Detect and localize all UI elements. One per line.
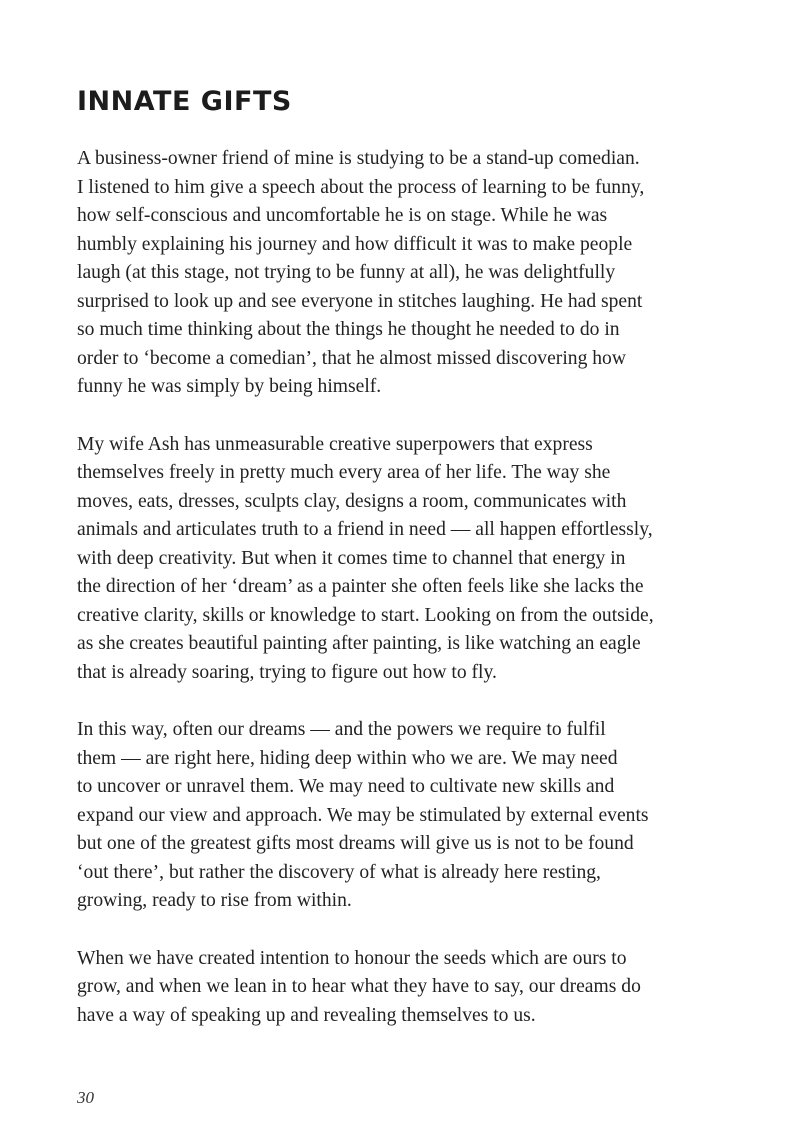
text-line: how self-conscious and uncomfortable he is on stage. While he was — [77, 205, 608, 226]
text-line: that is already soaring, trying to figure out how to fly. — [77, 661, 497, 683]
text-line: them — are right here, hiding deep within who we are. We may need — [77, 747, 618, 769]
section-heading: INNATE GIFTS — [77, 86, 292, 117]
text-line: so much time thinking about the things he thought he needed to do in — [77, 319, 620, 340]
text-line: order to ‘become a comedian’, that he almost missed discovering how — [77, 347, 627, 369]
text-line: A business-owner friend of mine is studying to be a stand-up comedian. — [77, 148, 640, 169]
paragraph-1 — [77, 145, 737, 402]
text-line: have a way of speaking up and revealing themselves to us. — [77, 1004, 536, 1026]
text-line: growing, ready to rise from within. — [77, 890, 352, 911]
text-line: laugh (at this stage, not trying to be funny at all), he was delightfully — [77, 262, 616, 283]
text-line: surprised to look up and see everyone in stitches laughing. He had spent — [77, 290, 643, 312]
text-line: I listened to him give a speech about the process of learning to be funny, — [77, 176, 645, 198]
paragraph-2 — [77, 431, 737, 688]
text-line: creative clarity, skills or knowledge to start. Looking on from the outside, — [77, 604, 654, 626]
paragraph-4 — [77, 945, 737, 1031]
text-line: humbly explaining his journey and how difficult it was to make people — [77, 233, 633, 255]
paragraph-3 — [77, 716, 737, 916]
text-line: funny he was simply by being himself. — [77, 376, 382, 397]
text-line: with deep creativity. But when it comes time to channel that energy in — [77, 547, 626, 569]
text-line: animals and articulates truth to a friend in need — all happen effortlessly, — [77, 519, 653, 540]
text-line: ‘out there’, but rather the discovery of what is already here resting, — [77, 861, 601, 883]
text-line: grow, and when we lean in to hear what they have to say, our dreams do — [77, 976, 641, 997]
text-line: moves, eats, dresses, sculpts clay, designs a room, communicates with — [77, 490, 627, 512]
text-line: My wife Ash has unmeasurable creative superpowers that express — [77, 433, 593, 455]
text-line: the direction of her ‘dream’ as a painter she often feels like she lacks the — [77, 576, 644, 597]
text-line: When we have created intention to honour the seeds which are ours to — [77, 947, 627, 969]
body-text — [77, 145, 737, 1059]
text-line: as she creates beautiful painting after painting, is like watching an eagle — [77, 633, 641, 654]
text-line: to uncover or unravel them. We may need to cultivate new skills and — [77, 776, 615, 797]
text-line: themselves freely in pretty much every area of her life. The way she — [77, 462, 611, 483]
page-number: 30 — [77, 1088, 94, 1107]
text-line: expand our view and approach. We may be stimulated by external events — [77, 804, 649, 826]
text-line: but one of the greatest gifts most dreams will give us is not to be found — [77, 833, 634, 854]
text-line: In this way, often our dreams — and the powers we require to fulfil — [77, 719, 606, 740]
